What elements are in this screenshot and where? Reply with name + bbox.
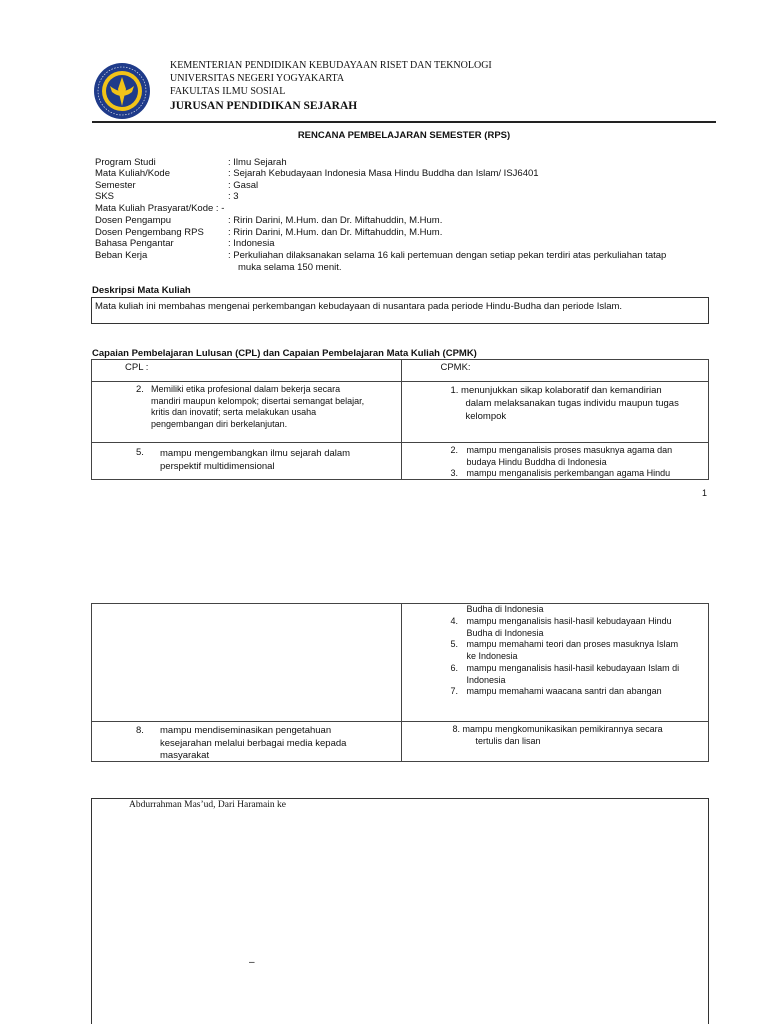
info-value-continued: muka selama 150 menit. — [238, 262, 342, 273]
cpmk-text — [466, 616, 706, 639]
cpl-line: mandiri maupun kelompok; disertai semangat belajar, — [151, 395, 365, 406]
table-row — [92, 722, 709, 762]
cpmk-line: kelompok — [465, 411, 507, 422]
cpl-line: mampu mendiseminasikan pengetahuan — [160, 725, 332, 736]
cpmk-number: 6. — [450, 663, 458, 673]
cpl-line: perspektif multidimensional — [160, 461, 275, 472]
info-value: : Ririn Darini, M.Hum. dan Dr. Miftahuddin, M.Hum. — [228, 227, 443, 238]
cpmk-line: ke Indonesia — [466, 650, 518, 661]
cpmk-cell — [402, 382, 709, 443]
cpl-cell — [92, 443, 402, 480]
cpl-number: 8. — [136, 725, 144, 736]
capaian-title: Capaian Pembelajaran Lulusan (CPL) dan Capaian Pembelajaran Mata Kuliah (CPMK) — [92, 348, 477, 359]
cpmk-line: mampu menganalisis hasil-hasil kebudayaan Hindu — [466, 616, 672, 626]
cpl-header-cell — [92, 360, 402, 382]
deskripsi-box — [91, 297, 709, 324]
cpmk-text — [466, 663, 706, 686]
department-name: JURUSAN PENDIDIKAN SEJARAH — [170, 100, 358, 112]
cpl-cell — [92, 382, 402, 443]
cpl-text — [160, 725, 394, 763]
info-value: : Ririn Darini, M.Hum. dan Dr. Miftahuddin, M.Hum. — [228, 215, 443, 226]
info-label: Dosen Pengembang RPS — [95, 227, 204, 238]
info-value: : 3 — [228, 191, 239, 202]
faculty-name: FAKULTAS ILMU SOSIAL — [170, 86, 286, 97]
capaian-table-continued — [91, 603, 709, 762]
cpl-cell — [92, 604, 402, 722]
cpmk-line: 1. menunjukkan sikap kolaboratif dan kemandirian — [450, 385, 662, 396]
university-name: UNIVERSITAS NEGERI YOGYAKARTA — [170, 73, 345, 84]
cpl-line: Memiliki etika profesional dalam bekerja secara — [151, 384, 341, 394]
info-value: : Indonesia — [228, 238, 275, 249]
cpmk-cell — [402, 722, 709, 762]
cpmk-line: mampu memahami teori dan proses masuknya Islam — [466, 639, 679, 649]
cpmk-header-cell — [402, 360, 709, 382]
table-row — [92, 604, 709, 722]
cpmk-line: mampu menganalisis proses masuknya agama dan — [466, 445, 673, 455]
cpmk-text — [450, 384, 702, 423]
cpmk-text — [452, 723, 704, 747]
deskripsi-text: Mata kuliah ini membahas mengenai perkembangan kebudayaan di nusantara pada periode Hindu-Budha dan periode Islam. — [95, 301, 623, 312]
reference-fragment: Abdurrahman Mas’ud, Dari Haramain ke — [129, 800, 286, 810]
cpl-text — [160, 447, 390, 473]
table-row — [92, 382, 709, 443]
cpl-text — [151, 384, 394, 430]
cpl-line: kritis dan inovatif; serta melakukan usaha — [151, 407, 317, 417]
cpmk-number: 4. — [450, 616, 458, 626]
cpmk-text — [466, 686, 706, 698]
cpmk-line: mampu menganalisis hasil-hasil kebudayaan Islam di — [466, 663, 680, 673]
table-row — [92, 443, 709, 480]
info-label: Bahasa Pengantar — [95, 238, 174, 249]
info-value: : Sejarah Kebudayaan Indonesia Masa Hindu Buddha dan Islam/ ISJ6401 — [228, 168, 539, 179]
cpl-number: 5. — [136, 447, 144, 458]
info-value: : Ilmu Sejarah — [228, 157, 287, 168]
cpmk-line: Budha di Indonesia — [466, 604, 544, 614]
cpmk-text — [466, 639, 706, 662]
info-label: SKS — [95, 191, 115, 202]
capaian-table — [91, 359, 709, 480]
ministry-name: KEMENTERIAN PENDIDIKAN KEBUDAYAAN RISET DAN TEKNOLOGI — [170, 60, 492, 71]
cpl-line: pengembangan diri berkelanjutan. — [151, 418, 288, 429]
page-number: 1 — [702, 488, 708, 498]
table-header-row — [92, 360, 709, 382]
cpmk-line: dalam melaksanakan tugas individu maupun tugas — [465, 398, 679, 409]
deskripsi-title: Deskripsi Mata Kuliah — [92, 285, 191, 296]
cpmk-text — [466, 445, 706, 468]
info-label: Dosen Pengampu — [95, 215, 172, 226]
info-value: : Perkuliahan dilaksanakan selama 16 kali pertemuan dengan setiap pekan terdiri atas perkuliahan tatap — [228, 250, 667, 261]
cpmk-number: 3. — [450, 468, 458, 478]
cpmk-header: CPMK: — [440, 362, 471, 373]
cpmk-line: Indonesia — [466, 674, 506, 685]
cpl-header: CPL : — [125, 362, 149, 373]
header-divider — [92, 121, 716, 123]
info-label: Mata Kuliah/Kode — [95, 168, 170, 179]
document-title: RENCANA PEMBELAJARAN SEMESTER (RPS) — [297, 130, 511, 141]
cpmk-line: mampu menganalisis perkembangan agama Hindu — [466, 468, 671, 478]
cpmk-line: 8. mampu mengkomunikasikan pemikirannya secara — [452, 724, 663, 734]
info-label: Semester — [95, 180, 136, 191]
cpl-line: masyarakat — [160, 750, 210, 761]
info-label: Mata Kuliah Prasyarat/Kode : - — [95, 203, 225, 214]
reference-box — [91, 798, 709, 1024]
cpl-line: mampu mengembangkan ilmu sejarah dalam — [160, 448, 351, 459]
cpl-cell — [92, 722, 402, 762]
cpl-line: kesejarahan melalui berbagai media kepada — [160, 737, 347, 749]
info-label: Beban Kerja — [95, 250, 148, 261]
university-logo — [93, 62, 151, 120]
info-value: : Gasal — [228, 180, 259, 191]
cpmk-line: budaya Hindu Buddha di Indonesia — [466, 456, 607, 467]
cpmk-cell — [402, 443, 709, 480]
cpmk-number: 5. — [450, 639, 458, 649]
dash-mark: – — [249, 957, 255, 968]
cpmk-line: mampu memahami waacana santri dan abangan — [466, 686, 662, 696]
cpl-number: 2. — [136, 384, 144, 395]
cpmk-line: Budha di Indonesia — [466, 627, 544, 638]
info-label: Program Studi — [95, 157, 156, 168]
cpmk-text — [466, 468, 706, 480]
cpmk-number: 2. — [450, 445, 458, 455]
cpmk-number: 7. — [450, 686, 458, 696]
cpmk-line: tertulis dan lisan — [475, 736, 541, 746]
cpmk-cell — [402, 604, 709, 722]
